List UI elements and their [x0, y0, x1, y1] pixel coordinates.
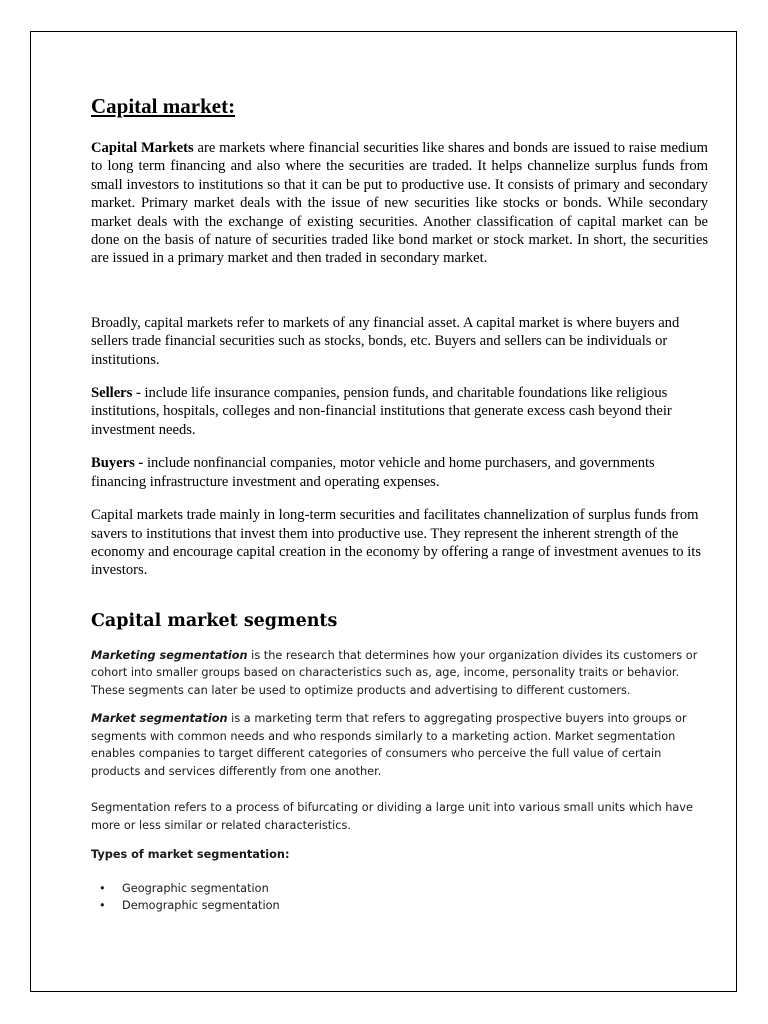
trade-paragraph: Capital markets trade mainly in long-term securities and facilitates channelization of surplus funds from savers to institutions that invest them into productive use. They represent the inherent strength of the economy and encourage capital creation in the economy by offering a range of investment avenues to its investors.	[91, 507, 702, 579]
types-heading	[91, 846, 708, 864]
list-item	[91, 880, 708, 898]
list-item	[91, 897, 708, 915]
types-heading-text: Types of market segmentation:	[91, 848, 290, 862]
market-segmentation-text: is a marketing term that refers to aggregating prospective buyers into groups or segments with common needs and who responds similarly to a marketing action. Market segmentation enables companies to target different categories of consumers who perceive the full value of certain products and services differently from one another.	[91, 712, 687, 778]
document-title: Capital market:	[91, 94, 236, 118]
segmentation-types-list	[91, 880, 708, 915]
marketing-segmentation-paragraph	[91, 647, 708, 700]
segmentation-definition: Segmentation refers to a process of bifurcating or dividing a large unit into various small units which have more or less similar or related characteristics.	[91, 801, 693, 832]
buyers-paragraph	[91, 454, 708, 491]
document-content	[91, 94, 708, 915]
document-page	[30, 31, 737, 992]
intro-paragraph	[91, 139, 708, 268]
sellers-paragraph	[91, 384, 708, 439]
list-item-text: Geographic segmentation	[122, 881, 269, 895]
list-item-text: Demographic segmentation	[122, 899, 280, 913]
sellers-text: include life insurance companies, pension funds, and charitable foundations like religious institutions, hospitals, colleges and non-financial institutions that generate excess cash beyond their investment needs.	[91, 385, 672, 438]
broadly-paragraph: Broadly, capital markets refer to markets of any financial asset. A capital market is where buyers and sellers trade financial securities such as stocks, bonds, etc. Buyers and sellers can be individuals or institutions.	[91, 314, 680, 368]
market-segmentation-paragraph	[91, 710, 708, 780]
segments-heading: Capital market segments	[91, 610, 338, 631]
marketing-segmentation-term: Marketing segmentation	[91, 648, 248, 662]
market-segmentation-term: Market segmentation	[91, 712, 228, 726]
bullet-icon: •	[99, 881, 106, 895]
marketing-segmentation-text: is the research that determines how your organization divides its customers or cohort into smaller groups based on characteristics such as, age, income, personality traits or behavior. These segments can later be used to optimize products and advertising to different customers.	[91, 648, 698, 697]
buyers-text: include nonfinancial companies, motor vehicle and home purchasers, and governments financing infrastructure investment and operating expenses.	[91, 455, 655, 490]
intro-text: are markets where financial securities like shares and bonds are issued to raise medium to long term financing and also where the securities are traded. It helps channelize surplus funds from small investors to institutions so that it can be put to productive use. It consists of primary and secondary market. Primary market deals with the issue of new securities like stocks or bonds. While secondary market deals with the exchange of existing securities. Another classification of capital market can be done on the basis of nature of securities traded like bond market or stock market. In short, the securities are issued in a primary market and then traded in secondary market.	[91, 140, 708, 267]
bullet-icon: •	[99, 899, 106, 913]
buyers-label: Buyers -	[91, 455, 144, 472]
sellers-label: Sellers -	[91, 385, 141, 402]
intro-bold-term: Capital Markets	[91, 140, 194, 156]
